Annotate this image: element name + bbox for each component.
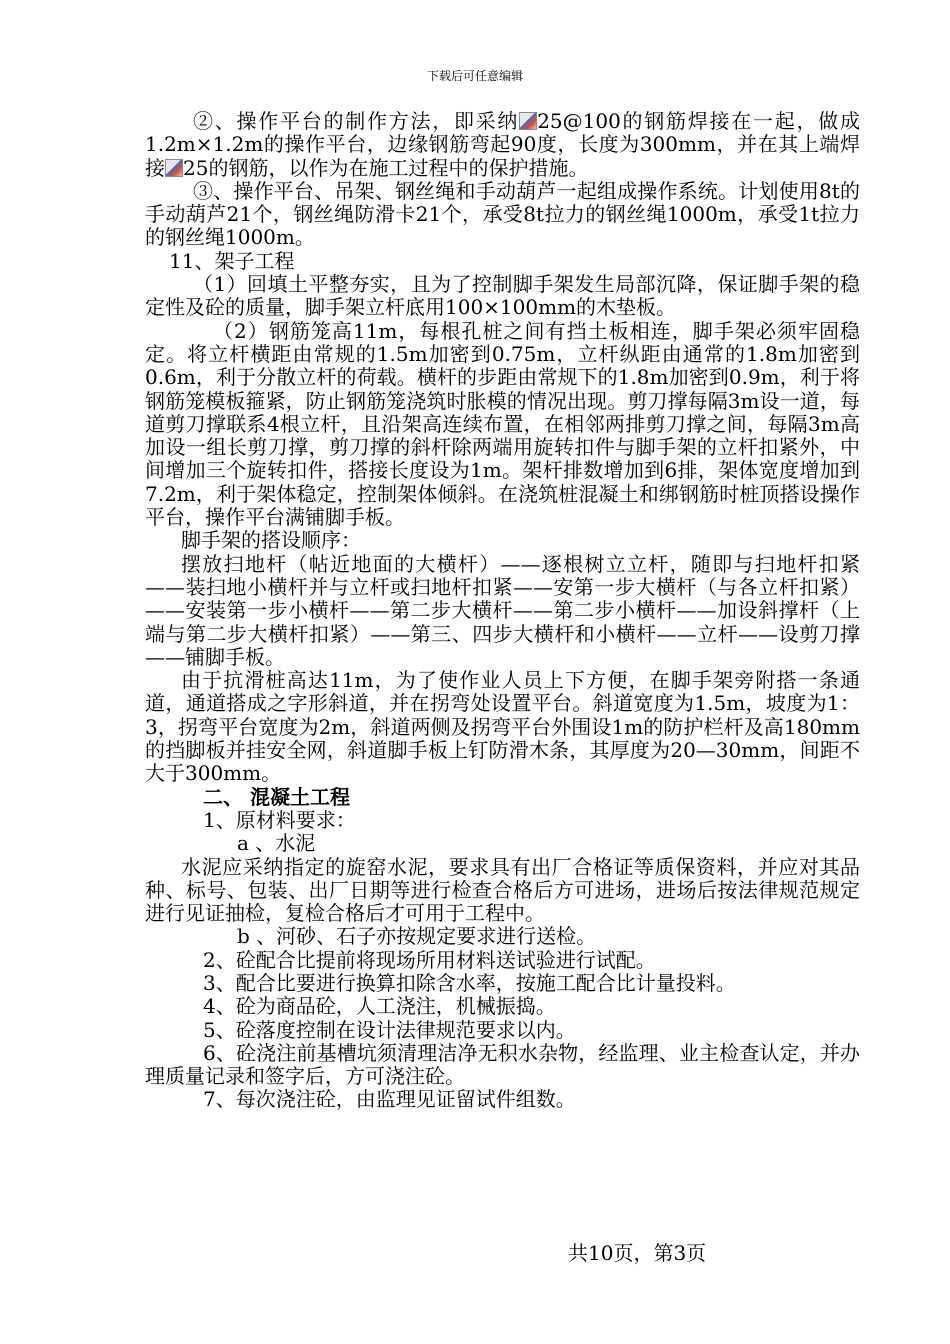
paragraph-text: 25@100的钢筋焊接在一起，做成1.2m×1.2m的操作平台，边缘钢筋弯起90度，长度为300mm，并在其上端焊接: [145, 109, 861, 180]
paragraph-text: ②、操作平台的制作方法，即采纳: [193, 109, 520, 133]
paragraph-slump: 5、砼落度控制在设计法律规范要求以内。: [203, 1017, 576, 1042]
paragraph-sand-stone: b 、河砂、石子亦按规定要求进行送检。: [237, 924, 597, 949]
broken-image-icon: [165, 159, 183, 177]
section-heading-concrete: 二、 混凝土工程: [203, 784, 350, 809]
paragraph-backfill: （1）回填土平整夯实，且为了控制脚手架发生局部沉降，保证脚手架的稳定性及砼的质量，脚手架立杆底用100×100mm的木垫板。: [145, 272, 860, 320]
paragraph-commercial-concrete: 4、砼为商品砼，人工浇注，机械振捣。: [203, 994, 556, 1019]
paragraph-mix-trial: 2、砼配合比提前将现场所用材料送试验进行试配。: [203, 947, 656, 972]
paragraph-materials: 1、原材料要求：: [203, 807, 356, 832]
paragraph-text: 25的钢筋，以作为在施工过程中的保护措施。: [183, 155, 589, 180]
paragraph-access-ramp: 由于抗滑桩高达11m，为了使作业人员上下方便，在脚手架旁附搭一条通道，通道搭成之字形斜道，并在拐弯处设置平台。斜道宽度为1.5m，坡度为1：3，拐弯平台宽度为2m，斜道两侧及拐弯平台外围设1m的防护栏杆及高180mm的挡脚板并挂安全网，斜道脚手板上钉防滑木条，其厚度为20—30mm，间距不大于300mm。: [145, 668, 860, 786]
paragraph-cement-title: a 、水泥: [237, 831, 316, 856]
broken-image-icon: [519, 112, 537, 130]
paragraph-operating-system: ③、操作平台、吊架、钢丝绳和手动葫芦一起组成操作系统。计划使用8t的手动葫芦21个，钢丝绳防滑卡21个，承受8t拉力的钢丝绳1000m，承受1t拉力的钢丝绳1000m。: [145, 178, 860, 250]
paragraph-pre-pour: 6、砼浇注前基槽坑须清理洁净无积水杂物，经监理、业主检查认定，并办理质量记录和签字后，方可浇注砼。: [145, 1040, 860, 1089]
paragraph-cement: 水泥应采纳指定的旋窑水泥，要求具有出厂合格证等质保资料，并应对其品种、标号、包装、出厂日期等进行检查合格后方可进场，进场后按法律规范规定进行见证抽检，复检合格后才可用于工程中。: [145, 854, 860, 926]
paragraph-erection-order: 摆放扫地杆（帖近地面的大横杆）——逐根树立立杆，随即与扫地杆扣紧——装扫地小横杆并与立杆或扫地杆扣紧——安第一步大横杆（与各立杆扣紧）——安装第一步小横杆——第二步大横杆——第二步小横杆——加设斜撑杆（上端与第二步大横杆扣紧）——第三、四步大横杆和小横杆——立杆——设剪刀撑——铺脚手板。: [145, 551, 860, 669]
document-body: [145, 110, 860, 1112]
paragraph-platform-method: [145, 110, 860, 180]
paragraph-rebar-cage: （2）钢筋笼高11m，每根孔桩之间有挡土板相连，脚手架必须牢固稳定。将立杆横距由常规的1.5m加密到0.75m，立杆纵距由通常的1.8m加密到0.6m，利于分散立杆的荷载。横杆的步距由常规下的1.8m加密到0.9m，利于将钢筋笼模板箍紧，防止钢筋笼浇筑时胀模的情况出现。剪刀撑每隔3m设一道，每道剪刀撑联系4根立杆，且沿架高连续布置，在相邻两排剪刀撑之间，每隔3m高加设一组长剪刀撑，剪刀撑的斜杆除两端用旋转扣件与脚手架的立杆扣紧外，中间增加三个旋转扣件，搭接长度设为1m。架杆排数增加到6排，架体宽度增加到7.2m，利于架体稳定，控制架体倾斜。在浇筑桩混凝土和绑钢筋时桩顶搭设操作平台，操作平台满铺脚手板。: [145, 318, 860, 530]
page-footer: 共10页，第3页: [568, 1241, 707, 1265]
section-heading-scaffolding: 11、架子工程: [169, 248, 295, 273]
page-header: 下载后可任意编辑: [426, 69, 523, 83]
paragraph-test-specimens: 7、每次浇注砼，由监理见证留试件组数。: [203, 1087, 576, 1112]
paragraph-erection-order-title: 脚手架的搭设顺序：: [181, 528, 361, 553]
paragraph-mix-conversion: 3、配合比要进行换算扣除含水率，按施工配合比计量投料。: [203, 970, 736, 995]
